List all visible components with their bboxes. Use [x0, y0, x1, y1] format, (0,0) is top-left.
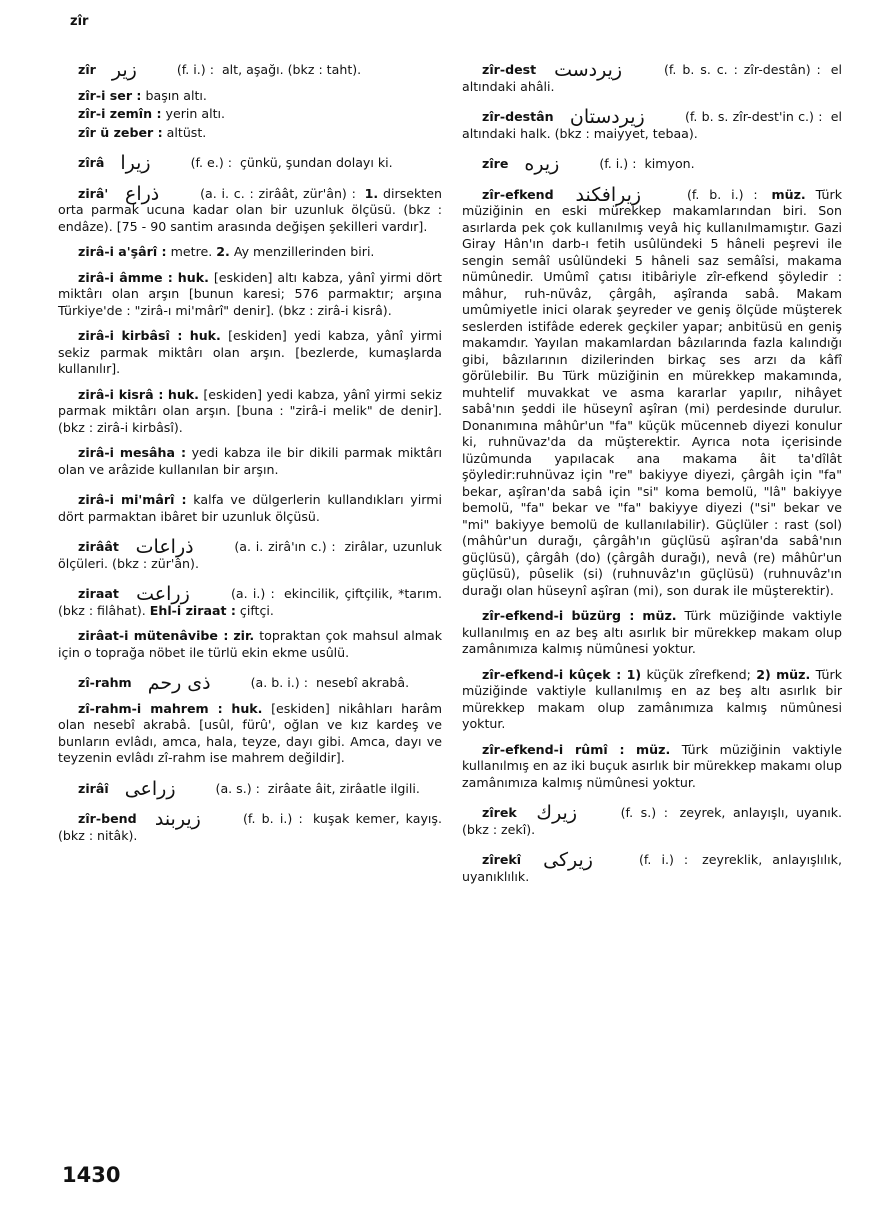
entry-zire	[462, 153, 842, 175]
definition: zirâlar, uzunluk ölçüleri. (bkz : zür'ân).	[58, 539, 442, 571]
right-column	[462, 59, 842, 894]
entry-zirefkend-i-kucek	[462, 667, 842, 733]
headword: zîrekî	[482, 852, 522, 867]
domain-label: zir.	[233, 628, 255, 643]
headword: zirâ-i kirbâsî :	[78, 328, 183, 343]
definition: topraktan çok mahsul almak için o toprağa nöbet ile türlü ekin ekme usûlü.	[58, 628, 442, 660]
arabic-script: ذراع	[125, 182, 160, 205]
domain-label: huk.	[167, 386, 199, 402]
arabic-script: زراعت	[136, 583, 190, 605]
etymology: (f. i.) :	[639, 852, 689, 867]
headword: zirâ-i âmme :	[78, 269, 173, 285]
arabic-script: ذی رحم	[147, 672, 211, 694]
etymology: (f. b. i.) :	[243, 811, 303, 826]
entry-zirbend	[58, 808, 442, 844]
entry-zirek	[462, 802, 842, 838]
entry-zireki	[462, 849, 842, 885]
headword: zîr-efkend-i rûmî :	[482, 741, 625, 757]
definition: metre.	[170, 244, 213, 259]
definition: Türk müziğinin vaktiyle kullanılmış en az iki buçuk asırlık bir mürekkep makamı olup zamânımıza kalmış nümûnesi yoktur.	[462, 741, 842, 790]
headword: zîr-efkend-i büzürg :	[482, 608, 635, 623]
definition: Türk müziğinin en eski mürekkep makamlarından biri. Son asırlarda pek çok kullanılmış veyâ hiç kullanılmamıştır. Gazi Giray Hân'ın darb-ı fetih usûlündeki 5 hâneli peşrevi ile sengin semâî usûlündeki 5 hâneli saz semâîsi, makama nümûnedir. Umûmî çatısı itibâriyle zîr-efkend şöyledir : mâhur, ruh-nüvâz, çârgâh, aşîranda sabâ. Makam umûmiyetle inici olarak şeyreder ve geniş ölçüde müşterek seslerden istifâde ederek geçkiler yapar; anbitüsü en geniş makamdır. Yayılan makamlardan bâzılarında fazla kalındığı gibi, bâzılarının dizilerinden birkaç ses arzı da kâfî görülebilir. Bu Türk müziğinin en mürekkep makamında, muhtelif muvakkat ve asma kararlar yapılır, nihâyet sabâ'nın şeddi ile hüseynî aşîran (mi) perdesinde durulur. Donanımına mâhûr'un "fa" küçük mücenneb diyezi konulur ki, ruhnüvaz'da da müşterektir. Ayrıca nota içerisinde lüzûmunda yapılacak ana makama âit ta'dîlât şöyledir:ruhnüvaz için "re" bakiyye diyezi, çârgâh için "fa" bekar, aşîran'da sabâ için "si" koma bemolü, "lâ" bakiyye bemolü, "fa" bekar ve "fa" bakiyye diyezi ("si" bekar ve "mi" bakiyye bemolü de kullanılabilir). Güçlüler : rast (sol) (mâhûr'un durağı, çârgâh'ın güçlüsü aşîran'da sabâ'nın güçlüsü), çârgâh (do) (çârgâh durağı), nevâ (re) mâhûr'un güçlüsü), pûselik (si) (ruhnuvâz'ın güçlüsü) (ruhnuvâz'ın durağı olan hüseynî aşîran (mi), son durak ile müşterektir).	[462, 186, 842, 598]
entry-ziraat-plural	[58, 536, 442, 572]
entry-zira-i-kisra	[58, 387, 442, 437]
headword: zîr-dest	[482, 62, 537, 77]
definition: alt, aşağı. (bkz : taht).	[221, 62, 362, 77]
headword: zirâ-i mesâha :	[78, 445, 187, 460]
entry-zirdest	[462, 59, 842, 95]
sense-number: 1.	[364, 185, 379, 201]
sense-number: 2)	[756, 666, 771, 682]
headword: zirâ'	[78, 185, 109, 201]
entry-zira	[58, 152, 442, 174]
headword: zîr-i zemîn :	[78, 106, 162, 121]
running-head: zîr	[70, 14, 89, 29]
definition: çünkü, şundan dolayı ki.	[240, 155, 393, 170]
arabic-script: زیره	[524, 153, 560, 175]
definition: Türk müziğinde vaktiyle kullanılmış en az beş altı asırlık bir mürekkep makam olup zamânımıza kalmış nümûnesi yoktur.	[462, 608, 842, 656]
definition: el altındaki ahâli.	[462, 62, 842, 94]
domain-label: huk.	[231, 700, 263, 716]
etymology: (f. b. i.) :	[686, 186, 758, 202]
entry-zir-i-ser	[58, 88, 442, 105]
definition: zeyrek, anlayışlı, uyanık. (bkz : zekî).	[462, 805, 842, 837]
definition: ekincilik, çiftçilik, *tarım. (bkz : filâhat).	[58, 586, 442, 618]
page-number: 1430	[62, 1163, 121, 1187]
headword: zirâ-i kisrâ :	[78, 386, 164, 402]
entry-zirefkend	[462, 183, 842, 600]
arabic-script: زیربند	[154, 808, 201, 830]
entry-zir-i-zemin	[58, 106, 442, 123]
left-column	[58, 59, 442, 853]
headword: ziraat	[78, 586, 119, 601]
headword: zî-rahm-i mahrem :	[78, 700, 223, 716]
entry-zira-i-kirbasi	[58, 328, 442, 378]
sub-headword: Ehl-i ziraat :	[149, 602, 236, 618]
entry-zira-i-mimari	[58, 492, 442, 525]
entry-zir	[58, 59, 442, 81]
headword: zîr ü zeber :	[78, 124, 163, 140]
domain-label: huk.	[177, 269, 209, 285]
etymology: (f. b. s. zîr-dest'in c.) :	[684, 109, 823, 124]
arabic-script: ذراعات	[135, 536, 194, 558]
arabic-script: زیردستان	[569, 106, 645, 128]
definition: yerin altı.	[165, 106, 226, 121]
sense-number: 2.	[216, 244, 230, 259]
definition: Ay menzillerinden biri.	[233, 244, 375, 259]
entry-zirahm	[58, 672, 442, 694]
headword: zîr-efkend-i kûçek :	[482, 666, 622, 682]
definition: [eskiden] altı kabza, yânî yirmi dört miktârı olan arşın [bunun karesi; 576 parmaktır; arşına Türkiye'de : "zirâ-ı mi'mârî" denir]. (bkz : zirâ-i kisrâ).	[58, 269, 442, 318]
sense-number: 1)	[626, 666, 642, 682]
definition: altüst.	[166, 124, 207, 140]
definition: yedi kabza ile bir dikili parmak miktârı olan ve arâzide kullanılan bir arşın.	[58, 445, 442, 477]
definition: dirsekten orta parmak ucuna kadar olan bir uzunluk ölçüsü. (bkz : endâze). [75 - 90 santim arasında değişen şekilleri vardır].	[58, 185, 442, 234]
headword: zîr	[78, 62, 96, 77]
entry-zira-arm	[58, 182, 442, 236]
definition: zeyreklik, anlayışlılık, uyanıklılık.	[462, 852, 842, 884]
domain-label: müz.	[636, 741, 671, 757]
definition: nesebî akrabâ.	[315, 675, 410, 690]
etymology: (a. i.) :	[231, 586, 275, 601]
entry-zirefkend-i-buzurg	[462, 608, 842, 658]
entry-zira-i-asari	[58, 244, 442, 261]
headword: zîr-destân	[482, 109, 554, 124]
headword: zîr-i ser :	[78, 87, 142, 103]
headword: zirâ-i a'şârî :	[78, 244, 167, 259]
headword: zîr-bend	[78, 811, 137, 826]
domain-label: müz.	[776, 666, 811, 682]
definition: küçük zîrefkend;	[646, 666, 751, 682]
definition: çiftçi.	[239, 602, 274, 618]
entry-zirefkend-i-rumi	[462, 742, 842, 792]
headword: zirâat-i mütenâvibe :	[78, 628, 229, 643]
etymology: (a. s.) :	[215, 780, 260, 796]
entry-zirdestan	[462, 106, 842, 142]
arabic-script: زیرا	[120, 152, 151, 174]
entry-zirahm-i-mahrem	[58, 701, 442, 767]
etymology: (f. e.) :	[190, 155, 232, 170]
definition: zirâate âit, zirâatle ilgili.	[267, 780, 420, 796]
definition: kalfa ve dülgerlerin kullandıkları yirmi dört parmaktan ibâret bir uzunluk ölçüsü.	[58, 492, 442, 524]
etymology: (a. b. i.) :	[250, 675, 308, 690]
arabic-script: زیرافکند	[575, 183, 642, 206]
entry-zir-u-zeber	[58, 125, 442, 142]
domain-label: huk.	[189, 328, 221, 343]
definition: başın altı.	[145, 87, 207, 103]
headword: zîre	[482, 156, 509, 171]
entry-zira-i-mesaha	[58, 445, 442, 478]
headword: zirâ-i mi'mârî :	[78, 492, 187, 507]
definition: kimyon.	[644, 156, 695, 171]
domain-label: müz.	[642, 608, 677, 623]
headword: zirâât	[78, 539, 119, 554]
etymology: (f. s.) :	[620, 805, 669, 820]
arabic-script: زیردست	[554, 59, 623, 81]
definition: kuşak kemer, kayış. (bkz : nitâk).	[58, 811, 442, 843]
arabic-script: زیرکی	[543, 849, 593, 871]
etymology: (a. i. zirâ'ın c.) :	[234, 539, 336, 554]
definition: [eskiden] nikâhları harâm olan nesebî akrabâ. [usûl, fürû', oğlan ve kız kardeş ve bunların evlâdı, amca, hala, teyze, dayı gibi. Amca, dayı ve teyzenin evlâdı zî-rahm ise mahrem değildir].	[58, 700, 442, 765]
headword: zirâî	[78, 780, 109, 796]
entry-zirai	[58, 777, 442, 800]
arabic-script: زیر	[111, 59, 137, 81]
etymology: (f. i.) :	[176, 62, 214, 77]
etymology: (f. b. s. c. : zîr-destân) :	[664, 62, 821, 77]
etymology: (a. i. c. : zirâât, zür'ân) :	[200, 185, 356, 201]
definition: Türk müziğinde vaktiyle kullanılmış en az beş altı asırlık bir mürekkep makam olup zamânımıza kalmış nümûnesi yoktur.	[462, 666, 842, 731]
entry-zira-i-amme	[58, 270, 442, 320]
definition: [eskiden] yedi kabza, yânî yirmi sekiz parmak miktârı olan arşın. [buna : "zirâ-i melik" de denir]. (bkz : zirâ-i kirbâsî).	[58, 386, 442, 435]
domain-label: müz.	[771, 186, 806, 202]
headword: zîrâ	[78, 155, 105, 170]
headword: zî-rahm	[78, 675, 132, 690]
definition: [eskiden] yedi kabza, yânî yirmi sekiz parmak miktârı olan arşın. [bezlerde, kumaşlarda kullanılır].	[58, 328, 442, 376]
entry-ziraat	[58, 583, 442, 619]
headword: zîr-efkend	[482, 186, 554, 202]
arabic-script: زیرك	[536, 802, 578, 824]
entry-ziraat-i-mutenavibe	[58, 628, 442, 661]
headword: zîrek	[482, 805, 517, 820]
arabic-script: زراعی	[124, 777, 176, 800]
definition: el altındaki halk. (bkz : maiyyet, tebaa).	[462, 109, 842, 141]
etymology: (f. i.) :	[599, 156, 637, 171]
